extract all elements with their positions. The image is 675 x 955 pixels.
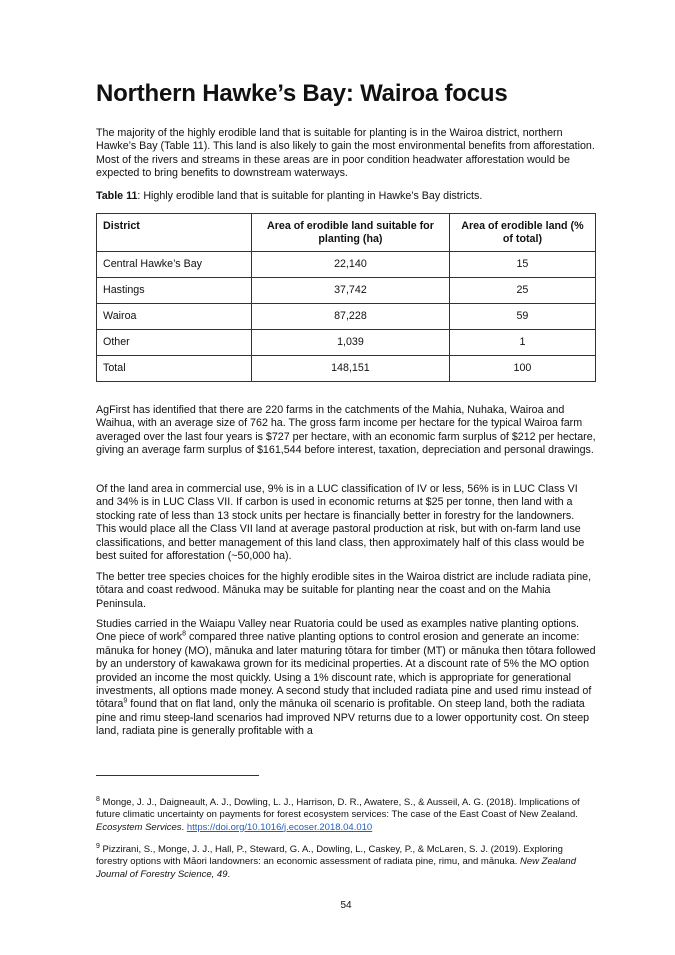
cell-area-ha: 37,742 xyxy=(252,278,450,304)
footnote-9-volume: , 49 xyxy=(211,868,228,880)
cell-area-percent: 15 xyxy=(449,252,595,278)
table-caption xyxy=(96,190,482,203)
cell-area-percent: 59 xyxy=(449,304,595,330)
waiapu-text-a: Studies carried in the Waiapu Valley near Ruatoria could be used as examples native planting options. One piece of work xyxy=(96,618,580,644)
footnote-divider xyxy=(96,775,259,776)
footnote-8-journal: Ecosystem Services xyxy=(96,821,182,833)
table-row xyxy=(97,330,596,356)
header-district: District xyxy=(97,214,252,252)
footnote-9-text: Pizzirani, S., Monge, J. J., Hall, P., Steward, G. A., Dowling, L., Caskey, P., & McLaren, S. J. (2019). Exploring forestry options with Māori landowners: an economic assessment of radiata pine, rimu, and mānuka. xyxy=(96,844,563,868)
cell-district: Other xyxy=(97,330,252,356)
header-area-percent: Area of erodible land (% of total) xyxy=(449,214,595,252)
footnote-9-end: . xyxy=(227,868,231,880)
cell-area-ha: 22,140 xyxy=(252,252,450,278)
footnote-9 xyxy=(96,844,596,881)
cell-district: Hastings xyxy=(97,278,252,304)
footnote-8 xyxy=(96,797,596,834)
cell-area-ha: 148,151 xyxy=(252,356,450,382)
cell-area-percent: 25 xyxy=(449,278,595,304)
footnote-8-separator: . xyxy=(181,821,187,833)
cell-area-ha: 87,228 xyxy=(252,304,450,330)
land-classification-paragraph: Of the land area in commercial use, 9% is in a LUC classification of IV or less, 56% is in LUC Class VI and 34% is in LUC Class VII. If carbon is used in economic returns at $25 per tonne, then land with a stocking rate of less than 13 stock units per hectare is financially better in forestry for the landowners. This would place all the Class VII land at average pastoral production at risk, but with on-farm land use classifications, and better management of this land class, then approximately half of this class would be best suited for afforestation (~50,000 ha). xyxy=(96,483,585,563)
table-row xyxy=(97,278,596,304)
cell-area-ha: 1,039 xyxy=(252,330,450,356)
footnote-ref-8: 8 xyxy=(182,630,187,638)
footnote-8-doi-link[interactable]: https://doi.org/10.1016/j.ecoser.2018.04.010 xyxy=(186,821,373,833)
table-row xyxy=(97,304,596,330)
footnote-9-journal: New Zealand Journal of Forestry Science xyxy=(96,856,576,880)
page-number: 54 xyxy=(340,900,352,911)
cell-district: Wairoa xyxy=(97,304,252,330)
footnote-9-number: 9 xyxy=(96,842,100,850)
tree-species-paragraph: The better tree species choices for the highly erodible sites in the Wairoa district are include radiata pine, tōtara and coast redwood. Mānuka may be suitable for planting near the coast and on the Mahia Peninsula. xyxy=(96,571,592,610)
page-title: Northern Hawke’s Bay: Wairoa focus xyxy=(96,80,508,107)
table-header-row xyxy=(97,214,596,252)
waiapu-studies-paragraph xyxy=(96,618,596,739)
table-caption-label: Table 11 xyxy=(96,190,138,202)
intro-paragraph: The majority of the highly erodible land that is suitable for planting is in the Wairoa district, northern Hawke’s Bay (Table 11). This land is also likely to gain the most environmental benefits from afforestation. Most of the rivers and streams in these areas are in poor condition headwater afforestation would be expected to bring benefits to downstream waterways. xyxy=(96,127,595,180)
cell-district: Total xyxy=(97,356,252,382)
table-caption-text: : Highly erodible land that is suitable for planting in Hawke’s Bay districts. xyxy=(137,190,483,202)
erodible-land-table xyxy=(96,213,596,382)
waiapu-text-c: found that on flat land, only the mānuka oil scenario is profitable. On steep land, both the radiata pine and rimu steep-land scenarios had improved NPV returns due to a lower opportunity cost. On steep land, radiata pine is generally profitable with a xyxy=(96,698,590,738)
cell-area-percent: 1 xyxy=(449,330,595,356)
table-row xyxy=(97,252,596,278)
footnote-8-number: 8 xyxy=(96,795,100,803)
agfirst-paragraph: AgFirst has identified that there are 220 farms in the catchments of the Mahia, Nuhaka, Wairoa and Waihua, with an average size of 762 ha. The gross farm income per hectare for the typical Wairoa farm averaged over the last four years is $727 per hectare, with an economic farm surplus of $212 per hectare, giving an average farm surplus of $161,544 before interest, taxation, depreciation and personal drawings. xyxy=(96,404,596,457)
header-area-ha: Area of erodible land suitable for planting (ha) xyxy=(252,214,450,252)
footnote-ref-9: 9 xyxy=(123,697,128,705)
footnote-8-text: Monge, J. J., Daigneault, A. J., Dowling, L. J., Harrison, D. R., Awatere, S., & Ausseil, A. G. (2018). Implications of future climatic uncertainty on payments for forest ecosystem services: The case of the East Coast of New Zealand. xyxy=(96,797,580,821)
table-row-total xyxy=(97,356,596,382)
cell-district: Central Hawke’s Bay xyxy=(97,252,252,278)
cell-area-percent: 100 xyxy=(449,356,595,382)
waiapu-text-b: compared three native planting options to control erosion and generate an income: mānuka for honey (MO), mānuka and later maturing tōtara for timber (MT) or mānuka then tōtara followed by an understory of kawakawa grown for its medicinal properties. At a discount rate of 5% the MO option provided an income the most quickly. Using a 1% discount rate, which is appropriate for generational investments, all options made money. A second study that included radiata pine and used rimu instead of tōtara xyxy=(96,631,596,711)
